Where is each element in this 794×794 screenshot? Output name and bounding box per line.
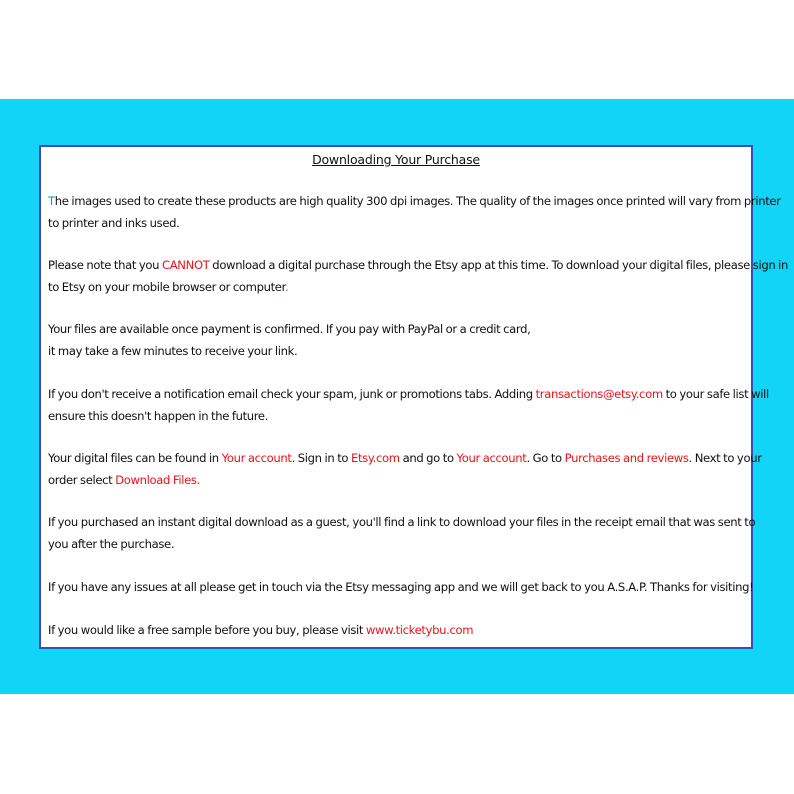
issues-paragraph: If you have any issues at all please get in touch via the Etsy messaging app and we will get back to you A.S.A.P. Thanks for visiting! (48, 580, 754, 594)
info-card (39, 145, 789, 649)
transactions-email-link[interactable]: transactions@etsy.com (535, 387, 663, 401)
page-title: Downloading Your Purchase (312, 152, 480, 167)
payment-paragraph: Your files are available once payment is confirmed. If you pay with PayPal or a credit card, it may take a few minutes to receive your link. (48, 322, 531, 358)
cannot-emphasis: CANNOT (161, 258, 210, 272)
your-account-link-2[interactable]: Your account (456, 451, 527, 465)
etsy-link[interactable]: Etsy.com (350, 451, 400, 465)
download-files-link[interactable]: Download Files. (115, 472, 200, 487)
your-account-link-1[interactable]: Your account (221, 451, 292, 465)
email-paragraph: If you don't receive a notification email check your spam, junk or promotions tabs. Adding transactions@etsy.com to your safe list will ensure this doesn't happen in the future. (48, 387, 769, 423)
ticketybu-link[interactable]: www.ticketybu.com (365, 623, 474, 637)
purchases-reviews-link[interactable]: Purchases and reviews (564, 451, 689, 465)
quality-paragraph: The images used to create these products are high quality 300 dpi images. The quality of the images once printed will vary from printer to printer and inks used. (48, 194, 781, 230)
app-download-paragraph: Please note that you CANNOT download a digital purchase through the Etsy app at this time. To download your digital files, please sign in to Etsy on your mobile browser or computer. (48, 258, 789, 294)
guest-paragraph: If you purchased an instant digital download as a guest, you'll find a link to download your files in the receipt email that was sent to you after the purchase. (48, 515, 756, 551)
sample-paragraph: If you would like a free sample before you buy, please visit www.ticketybu.com (48, 623, 474, 637)
account-paragraph: Your digital files can be found in Your account. Sign in to Etsy.com and go to Your account. Go to Purchases and reviews. Next to your order select Download Files. (48, 451, 762, 487)
drop-initial: T (48, 194, 55, 208)
